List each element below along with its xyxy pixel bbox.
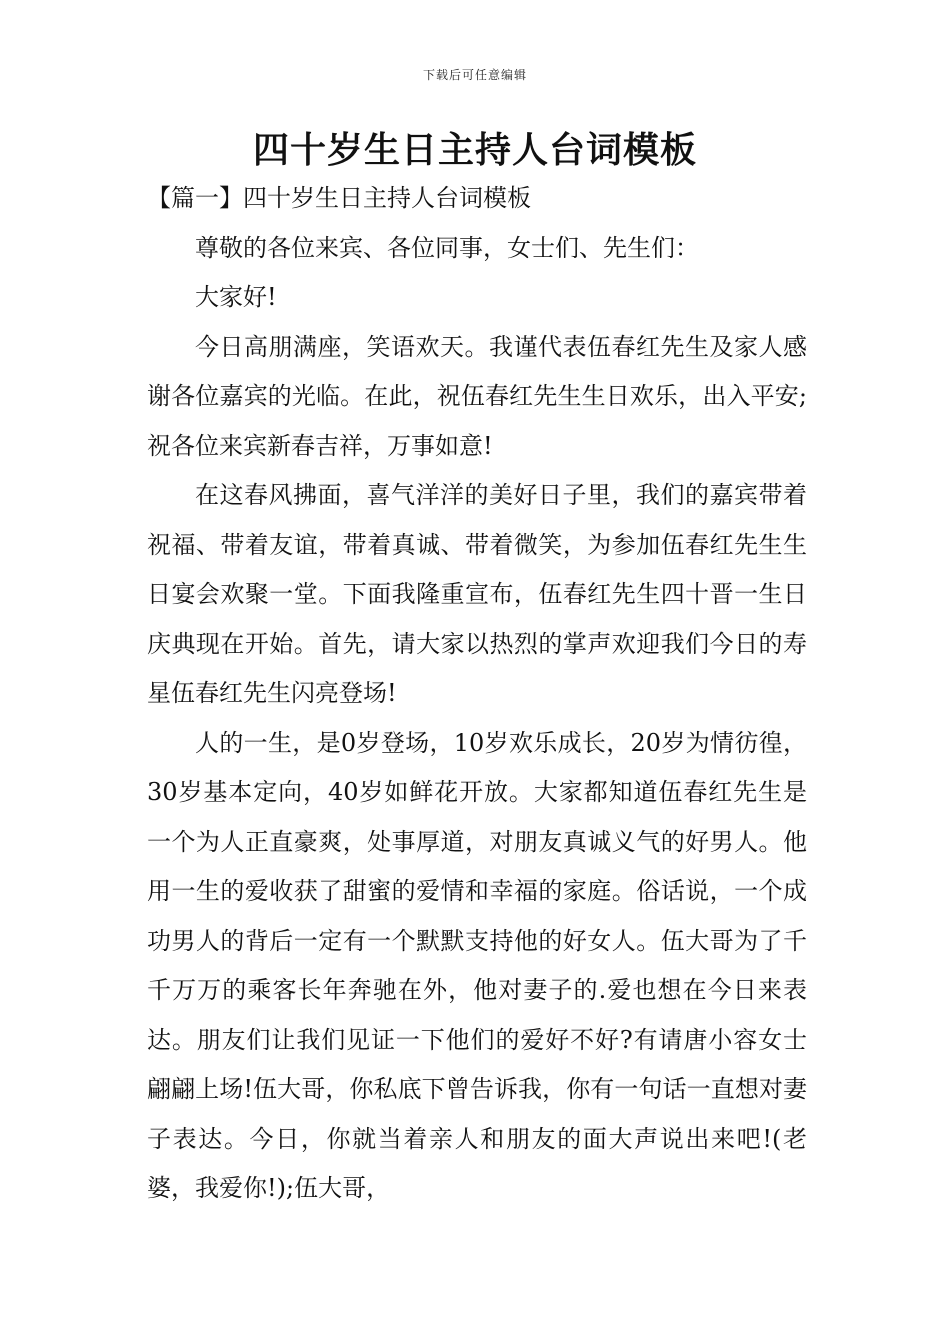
document-body — [147, 174, 807, 1214]
header-note: 下载后可任意编辑 — [422, 68, 527, 82]
section-heading: 【篇一】四十岁生日主持人台词模板 — [147, 184, 531, 212]
paragraph-life-story: 人的一生，是0岁登场，10岁欢乐成长，20岁为情彷徨，30岁基本定向，40岁如鲜花开放。大家都知道伍春红先生是一个为人正直豪爽，处事厚道，对朋友真诚义气的好男人。他用一生的爱收获了甜蜜的爱情和幸福的家庭。俗话说，一个成功男人的背后一定有一个默默支持他的好女人。伍大哥为了千千万万的乘客长年奔驰在外，他对妻子的.爱也想在今日来表达。朋友们让我们见证一下他们的爱好不好?有请唐小容女士翩翩上场!伍大哥，你私底下曾告诉我，你有一句话一直想对妻子表达。今日，你就当着亲人和朋友的面大声说出来吧!(老婆，我爱你!);伍大哥， — [147, 728, 807, 1202]
paragraph-opening: 在这春风拂面，喜气洋洋的美好日子里，我们的嘉宾带着祝福、带着友谊，带着真诚、带着微笑，为参加伍春红先生生日宴会欢聚一堂。下面我隆重宣布，伍春红先生四十晋一生日庆典现在开始。首先，请大家以热烈的掌声欢迎我们今日的寿星伍春红先生闪亮登场! — [147, 481, 807, 707]
paragraph-greeting-audience: 尊敬的各位来宾、各位同事，女士们、先生们： — [195, 233, 699, 262]
paragraph-welcome: 今日高朋满座，笑语欢天。我谨代表伍春红先生及家人感谢各位嘉宾的光临。在此，祝伍春红先生生日欢乐，出入平安;祝各位来宾新春吉祥，万事如意! — [147, 332, 807, 460]
document-title: 四十岁生日主持人台词模板 — [252, 129, 697, 171]
paragraph-hello: 大家好! — [195, 283, 277, 311]
